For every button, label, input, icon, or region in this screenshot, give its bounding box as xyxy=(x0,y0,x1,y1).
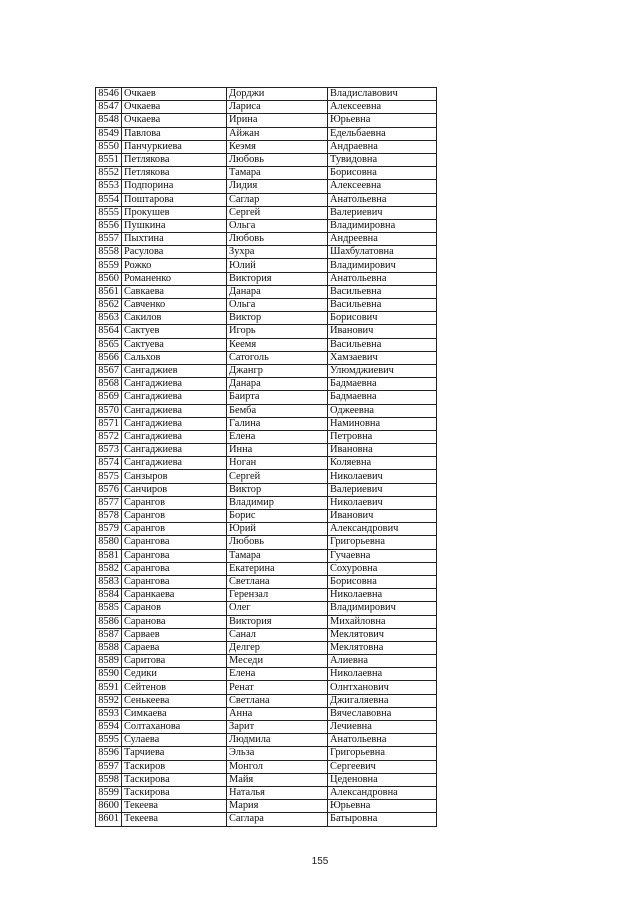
first-name-cell: Борис xyxy=(227,510,328,523)
record-number-cell: 8568 xyxy=(96,378,122,391)
first-name-cell: Елена xyxy=(227,430,328,443)
name-list-table xyxy=(95,87,437,827)
record-number-cell: 8553 xyxy=(96,180,122,193)
record-number-cell: 8591 xyxy=(96,681,122,694)
record-number-cell: 8581 xyxy=(96,549,122,562)
surname-cell: Павлова xyxy=(122,127,227,140)
patronymic-cell: Николаевна xyxy=(328,589,437,602)
table-row xyxy=(96,259,437,272)
first-name-cell: Ольга xyxy=(227,219,328,232)
first-name-cell: Любовь xyxy=(227,536,328,549)
first-name-cell: Олег xyxy=(227,602,328,615)
table-row xyxy=(96,312,437,325)
surname-cell: Саранов xyxy=(122,602,227,615)
first-name-cell: Дорджи xyxy=(227,88,328,101)
surname-cell: Сарангова xyxy=(122,536,227,549)
surname-cell: Саранова xyxy=(122,615,227,628)
record-number-cell: 8586 xyxy=(96,615,122,628)
record-number-cell: 8561 xyxy=(96,285,122,298)
record-number-cell: 8575 xyxy=(96,470,122,483)
patronymic-cell: Анатольевна xyxy=(328,193,437,206)
patronymic-cell: Михайловна xyxy=(328,615,437,628)
patronymic-cell: Васильевна xyxy=(328,299,437,312)
patronymic-cell: Джигаляевна xyxy=(328,694,437,707)
first-name-cell: Любовь xyxy=(227,233,328,246)
table-row xyxy=(96,470,437,483)
first-name-cell: Джангр xyxy=(227,364,328,377)
table-row xyxy=(96,457,437,470)
first-name-cell: Виктор xyxy=(227,312,328,325)
record-number-cell: 8595 xyxy=(96,734,122,747)
table-row xyxy=(96,140,437,153)
surname-cell: Пушкина xyxy=(122,219,227,232)
record-number-cell: 8590 xyxy=(96,668,122,681)
first-name-cell: Меседи xyxy=(227,655,328,668)
surname-cell: Сарангова xyxy=(122,562,227,575)
patronymic-cell: Алексеевна xyxy=(328,101,437,114)
first-name-cell: Сергей xyxy=(227,470,328,483)
first-name-cell: Данара xyxy=(227,285,328,298)
record-number-cell: 8560 xyxy=(96,272,122,285)
table-row xyxy=(96,707,437,720)
table-row xyxy=(96,694,437,707)
record-number-cell: 8557 xyxy=(96,233,122,246)
first-name-cell: Виктория xyxy=(227,272,328,285)
surname-cell: Прокушев xyxy=(122,206,227,219)
patronymic-cell: Борисовна xyxy=(328,167,437,180)
first-name-cell: Баирта xyxy=(227,391,328,404)
surname-cell: Сарангов xyxy=(122,510,227,523)
first-name-cell: Наталья xyxy=(227,786,328,799)
patronymic-cell: Иванович xyxy=(328,510,437,523)
table-row xyxy=(96,219,437,232)
table-row xyxy=(96,760,437,773)
first-name-cell: Кеемя xyxy=(227,338,328,351)
table-row xyxy=(96,786,437,799)
record-number-cell: 8600 xyxy=(96,800,122,813)
patronymic-cell: Юрьевна xyxy=(328,800,437,813)
surname-cell: Савченко xyxy=(122,299,227,312)
patronymic-cell: Валериевич xyxy=(328,483,437,496)
patronymic-cell: Сохуровна xyxy=(328,562,437,575)
table-row xyxy=(96,523,437,536)
surname-cell: Сарангов xyxy=(122,523,227,536)
table-row xyxy=(96,549,437,562)
patronymic-cell: Николаевна xyxy=(328,668,437,681)
table-row xyxy=(96,589,437,602)
surname-cell: Текеева xyxy=(122,813,227,826)
table-row xyxy=(96,510,437,523)
first-name-cell: Юрий xyxy=(227,523,328,536)
patronymic-cell: Алиевна xyxy=(328,655,437,668)
first-name-cell: Бемба xyxy=(227,404,328,417)
patronymic-cell: Александрович xyxy=(328,523,437,536)
first-name-cell: Светлана xyxy=(227,694,328,707)
table-row xyxy=(96,338,437,351)
first-name-cell: Майя xyxy=(227,773,328,786)
record-number-cell: 8559 xyxy=(96,259,122,272)
first-name-cell: Мария xyxy=(227,800,328,813)
table-row xyxy=(96,681,437,694)
surname-cell: Рожко xyxy=(122,259,227,272)
record-number-cell: 8556 xyxy=(96,219,122,232)
patronymic-cell: Меклятович xyxy=(328,628,437,641)
surname-cell: Петлякова xyxy=(122,167,227,180)
table-row xyxy=(96,496,437,509)
patronymic-cell: Андраевна xyxy=(328,140,437,153)
first-name-cell: Данара xyxy=(227,378,328,391)
table-row xyxy=(96,88,437,101)
surname-cell: Сейтенов xyxy=(122,681,227,694)
record-number-cell: 8598 xyxy=(96,773,122,786)
patronymic-cell: Борисовна xyxy=(328,575,437,588)
patronymic-cell: Олнтханович xyxy=(328,681,437,694)
surname-cell: Сангаджиева xyxy=(122,430,227,443)
patronymic-cell: Петровна xyxy=(328,430,437,443)
first-name-cell: Инна xyxy=(227,444,328,457)
surname-cell: Сангаджиева xyxy=(122,444,227,457)
patronymic-cell: Лечиевна xyxy=(328,721,437,734)
page-number: 155 xyxy=(311,856,329,867)
record-number-cell: 8585 xyxy=(96,602,122,615)
table-row xyxy=(96,272,437,285)
surname-cell: Сангаджиева xyxy=(122,457,227,470)
surname-cell: Сактуев xyxy=(122,325,227,338)
table-row xyxy=(96,325,437,338)
record-number-cell: 8594 xyxy=(96,721,122,734)
first-name-cell: Зарит xyxy=(227,721,328,734)
table-row xyxy=(96,351,437,364)
surname-cell: Сангаджиева xyxy=(122,378,227,391)
first-name-cell: Ренат xyxy=(227,681,328,694)
record-number-cell: 8558 xyxy=(96,246,122,259)
record-number-cell: 8554 xyxy=(96,193,122,206)
surname-cell: Таскирова xyxy=(122,773,227,786)
surname-cell: Очкаева xyxy=(122,101,227,114)
record-number-cell: 8593 xyxy=(96,707,122,720)
patronymic-cell: Хамзаевич xyxy=(328,351,437,364)
surname-cell: Панчуркиева xyxy=(122,140,227,153)
patronymic-cell: Наминовна xyxy=(328,417,437,430)
patronymic-cell: Оджеевна xyxy=(328,404,437,417)
surname-cell: Сарангова xyxy=(122,549,227,562)
record-number-cell: 8597 xyxy=(96,760,122,773)
table-row xyxy=(96,668,437,681)
patronymic-cell: Гучаевна xyxy=(328,549,437,562)
table-row xyxy=(96,536,437,549)
record-number-cell: 8570 xyxy=(96,404,122,417)
patronymic-cell: Владимировна xyxy=(328,219,437,232)
first-name-cell: Екатерина xyxy=(227,562,328,575)
table-row xyxy=(96,773,437,786)
record-number-cell: 8571 xyxy=(96,417,122,430)
surname-cell: Таскирова xyxy=(122,786,227,799)
record-number-cell: 8569 xyxy=(96,391,122,404)
surname-cell: Сарангов xyxy=(122,496,227,509)
record-number-cell: 8588 xyxy=(96,641,122,654)
surname-cell: Текеева xyxy=(122,800,227,813)
table-row xyxy=(96,114,437,127)
surname-cell: Саранкаева xyxy=(122,589,227,602)
first-name-cell: Светлана xyxy=(227,575,328,588)
surname-cell: Сарваев xyxy=(122,628,227,641)
patronymic-cell: Николаевич xyxy=(328,496,437,509)
table-row xyxy=(96,721,437,734)
first-name-cell: Сатоголь xyxy=(227,351,328,364)
first-name-cell: Монгол xyxy=(227,760,328,773)
record-number-cell: 8573 xyxy=(96,444,122,457)
patronymic-cell: Улюмджиевич xyxy=(328,364,437,377)
surname-cell: Санзыров xyxy=(122,470,227,483)
record-number-cell: 8550 xyxy=(96,140,122,153)
surname-cell: Поштарова xyxy=(122,193,227,206)
table-row xyxy=(96,800,437,813)
patronymic-cell: Владимирович xyxy=(328,259,437,272)
table-row xyxy=(96,246,437,259)
surname-cell: Сулаева xyxy=(122,734,227,747)
table-row xyxy=(96,813,437,826)
record-number-cell: 8587 xyxy=(96,628,122,641)
surname-cell: Солтаханова xyxy=(122,721,227,734)
surname-cell: Сараева xyxy=(122,641,227,654)
first-name-cell: Тамара xyxy=(227,167,328,180)
patronymic-cell: Борисович xyxy=(328,312,437,325)
table-row xyxy=(96,747,437,760)
table-row xyxy=(96,734,437,747)
record-number-cell: 8548 xyxy=(96,114,122,127)
patronymic-cell: Александровна xyxy=(328,786,437,799)
patronymic-cell: Ивановна xyxy=(328,444,437,457)
first-name-cell: Эльза xyxy=(227,747,328,760)
patronymic-cell: Коляевна xyxy=(328,457,437,470)
record-number-cell: 8589 xyxy=(96,655,122,668)
first-name-cell: Делгер xyxy=(227,641,328,654)
patronymic-cell: Цеденовна xyxy=(328,773,437,786)
patronymic-cell: Юрьевна xyxy=(328,114,437,127)
record-number-cell: 8564 xyxy=(96,325,122,338)
patronymic-cell: Тувидовна xyxy=(328,153,437,166)
record-number-cell: 8547 xyxy=(96,101,122,114)
first-name-cell: Лидия xyxy=(227,180,328,193)
record-number-cell: 8582 xyxy=(96,562,122,575)
first-name-cell: Лариса xyxy=(227,101,328,114)
table-row xyxy=(96,153,437,166)
record-number-cell: 8574 xyxy=(96,457,122,470)
surname-cell: Сангаджиева xyxy=(122,391,227,404)
table-row xyxy=(96,180,437,193)
record-number-cell: 8555 xyxy=(96,206,122,219)
first-name-cell: Людмила xyxy=(227,734,328,747)
surname-cell: Саритова xyxy=(122,655,227,668)
record-number-cell: 8583 xyxy=(96,575,122,588)
patronymic-cell: Николаевич xyxy=(328,470,437,483)
table-row xyxy=(96,575,437,588)
first-name-cell: Любовь xyxy=(227,153,328,166)
surname-cell: Сактуева xyxy=(122,338,227,351)
first-name-cell: Герензал xyxy=(227,589,328,602)
patronymic-cell: Иванович xyxy=(328,325,437,338)
patronymic-cell: Андреевна xyxy=(328,233,437,246)
patronymic-cell: Анатольевна xyxy=(328,734,437,747)
record-number-cell: 8579 xyxy=(96,523,122,536)
table-row xyxy=(96,628,437,641)
record-number-cell: 8549 xyxy=(96,127,122,140)
record-number-cell: 8546 xyxy=(96,88,122,101)
table-row xyxy=(96,167,437,180)
table-row xyxy=(96,483,437,496)
record-number-cell: 8551 xyxy=(96,153,122,166)
patronymic-cell: Валериевич xyxy=(328,206,437,219)
first-name-cell: Юлий xyxy=(227,259,328,272)
table-row xyxy=(96,641,437,654)
record-number-cell: 8572 xyxy=(96,430,122,443)
record-number-cell: 8592 xyxy=(96,694,122,707)
patronymic-cell: Бадмаевна xyxy=(328,378,437,391)
surname-cell: Сангаджиева xyxy=(122,404,227,417)
first-name-cell: Айжан xyxy=(227,127,328,140)
first-name-cell: Анна xyxy=(227,707,328,720)
first-name-cell: Елена xyxy=(227,668,328,681)
record-number-cell: 8576 xyxy=(96,483,122,496)
table-row xyxy=(96,404,437,417)
table-row xyxy=(96,299,437,312)
patronymic-cell: Вячеславовна xyxy=(328,707,437,720)
patronymic-cell: Григорьевна xyxy=(328,536,437,549)
record-number-cell: 8565 xyxy=(96,338,122,351)
record-number-cell: 8566 xyxy=(96,351,122,364)
table-row xyxy=(96,364,437,377)
surname-cell: Очкаева xyxy=(122,114,227,127)
patronymic-cell: Владиславович xyxy=(328,88,437,101)
table-row xyxy=(96,378,437,391)
table-row xyxy=(96,101,437,114)
surname-cell: Тарчиева xyxy=(122,747,227,760)
first-name-cell: Галина xyxy=(227,417,328,430)
record-number-cell: 8596 xyxy=(96,747,122,760)
record-number-cell: 8577 xyxy=(96,496,122,509)
name-list-body xyxy=(96,88,437,827)
patronymic-cell: Григорьевна xyxy=(328,747,437,760)
patronymic-cell: Бадмаевна xyxy=(328,391,437,404)
patronymic-cell: Васильевна xyxy=(328,338,437,351)
table-row xyxy=(96,193,437,206)
surname-cell: Петлякова xyxy=(122,153,227,166)
surname-cell: Сакилов xyxy=(122,312,227,325)
first-name-cell: Виктория xyxy=(227,615,328,628)
patronymic-cell: Шахбулатовна xyxy=(328,246,437,259)
surname-cell: Романенко xyxy=(122,272,227,285)
patronymic-cell: Васильевна xyxy=(328,285,437,298)
surname-cell: Таскиров xyxy=(122,760,227,773)
table-row xyxy=(96,615,437,628)
table-row xyxy=(96,206,437,219)
table-row xyxy=(96,233,437,246)
first-name-cell: Саглара xyxy=(227,813,328,826)
first-name-cell: Ольга xyxy=(227,299,328,312)
record-number-cell: 8562 xyxy=(96,299,122,312)
patronymic-cell: Едельбаевна xyxy=(328,127,437,140)
table-row xyxy=(96,391,437,404)
record-number-cell: 8578 xyxy=(96,510,122,523)
first-name-cell: Зухра xyxy=(227,246,328,259)
table-row xyxy=(96,655,437,668)
patronymic-cell: Алексеевна xyxy=(328,180,437,193)
record-number-cell: 8552 xyxy=(96,167,122,180)
first-name-cell: Тамара xyxy=(227,549,328,562)
surname-cell: Симкаева xyxy=(122,707,227,720)
patronymic-cell: Меклятовна xyxy=(328,641,437,654)
table-row xyxy=(96,562,437,575)
table-row xyxy=(96,602,437,615)
table-row xyxy=(96,430,437,443)
record-number-cell: 8601 xyxy=(96,813,122,826)
table-row xyxy=(96,417,437,430)
surname-cell: Санчиров xyxy=(122,483,227,496)
surname-cell: Очкаев xyxy=(122,88,227,101)
table-row xyxy=(96,444,437,457)
surname-cell: Сенькеева xyxy=(122,694,227,707)
patronymic-cell: Батыровна xyxy=(328,813,437,826)
first-name-cell: Игорь xyxy=(227,325,328,338)
first-name-cell: Сергей xyxy=(227,206,328,219)
first-name-cell: Владимир xyxy=(227,496,328,509)
surname-cell: Савкаева xyxy=(122,285,227,298)
patronymic-cell: Анатольевна xyxy=(328,272,437,285)
first-name-cell: Санал xyxy=(227,628,328,641)
surname-cell: Расулова xyxy=(122,246,227,259)
record-number-cell: 8599 xyxy=(96,786,122,799)
surname-cell: Седики xyxy=(122,668,227,681)
surname-cell: Сарангова xyxy=(122,575,227,588)
first-name-cell: Саглар xyxy=(227,193,328,206)
first-name-cell: Виктор xyxy=(227,483,328,496)
surname-cell: Пыхтина xyxy=(122,233,227,246)
patronymic-cell: Владимирович xyxy=(328,602,437,615)
first-name-cell: Кеэмя xyxy=(227,140,328,153)
surname-cell: Подпорина xyxy=(122,180,227,193)
table-row xyxy=(96,285,437,298)
patronymic-cell: Сергеевич xyxy=(328,760,437,773)
first-name-cell: Ирина xyxy=(227,114,328,127)
surname-cell: Сангаджиев xyxy=(122,364,227,377)
table-row xyxy=(96,127,437,140)
surname-cell: Сангаджиева xyxy=(122,417,227,430)
record-number-cell: 8580 xyxy=(96,536,122,549)
record-number-cell: 8563 xyxy=(96,312,122,325)
record-number-cell: 8584 xyxy=(96,589,122,602)
record-number-cell: 8567 xyxy=(96,364,122,377)
first-name-cell: Ноган xyxy=(227,457,328,470)
surname-cell: Сальхов xyxy=(122,351,227,364)
